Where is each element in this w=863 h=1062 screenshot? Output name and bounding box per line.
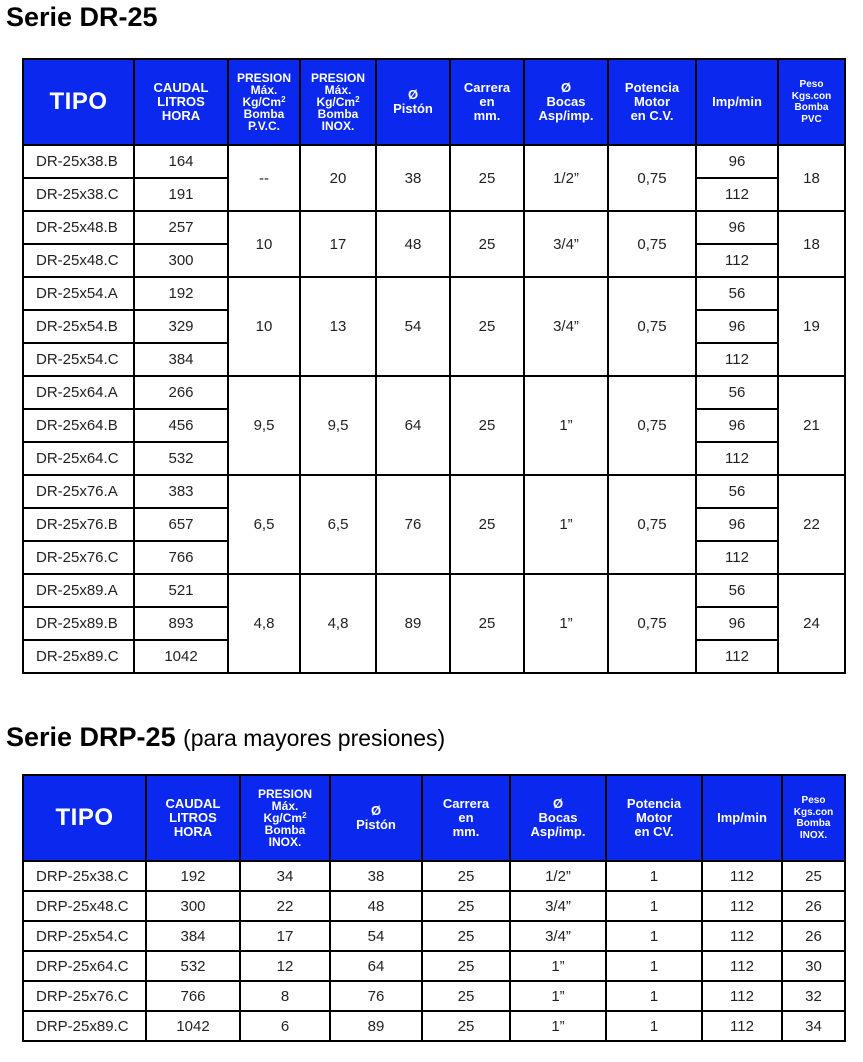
cell-peso: 21 [778,376,845,475]
cell-potencia: 0,75 [608,211,696,277]
header-presion-inox: PRESION Máx. Kg/Cm$^2$ Bomba INOX. [240,775,330,861]
cell-peso: 34 [782,1011,845,1041]
cell-carrera: 25 [450,211,524,277]
cell-tipo: DR-25x38.B [23,145,134,178]
cell-presion-pvc: 10 [228,211,300,277]
table-row [23,891,845,921]
cell-tipo: DR-25x38.C [23,178,134,211]
cell-imp-min: 96 [696,310,778,343]
cell-tipo: DR-25x76.C [23,541,134,574]
header-peso: Peso Kgs.con Bomba INOX. [782,775,845,861]
cell-presion: 8 [240,981,330,1011]
cell-tipo: DRP-25x89.C [23,1011,146,1041]
series-drp25-title: Serie DRP-25 (para mayores presiones) [6,722,446,752]
cell-caudal: 164 [134,145,228,178]
cell-tipo: DR-25x54.C [23,343,134,376]
header-imp-min: Imp/min [702,775,782,861]
cell-carrera: 25 [422,1011,510,1041]
cell-tipo: DRP-25x54.C [23,921,146,951]
cell-potencia: 0,75 [608,376,696,475]
header-caudal: CAUDAL LITROS HORA [134,59,228,145]
cell-bocas: 1” [524,574,608,673]
table-row [23,277,845,310]
series-dr25-table [22,58,846,674]
cell-bocas: 1” [510,981,606,1011]
cell-presion-pvc: 4,8 [228,574,300,673]
header-piston: Ø Pistón [330,775,422,861]
cell-presion: 12 [240,951,330,981]
cell-caudal: 456 [134,409,228,442]
cell-peso: 30 [782,951,845,981]
table-row [23,861,845,891]
cell-piston: 38 [376,145,450,211]
cell-caudal: 893 [134,607,228,640]
header-carrera: Carrera en mm. [422,775,510,861]
cell-imp-min: 112 [696,541,778,574]
series-dr25-title: Serie DR-25 [6,2,158,32]
cell-carrera: 25 [450,145,524,211]
table-row [23,574,845,607]
cell-carrera: 25 [422,861,510,891]
cell-peso: 32 [782,981,845,1011]
table-row [23,145,845,178]
cell-bocas: 1/2” [524,145,608,211]
cell-tipo: DR-25x89.C [23,640,134,673]
cell-presion-inox: 13 [300,277,376,376]
header-presion-inox: PRESION Máx. Kg/Cm$^2$ Bomba INOX. [300,59,376,145]
header-tipo: TIPO [23,775,146,861]
cell-imp-min: 112 [696,442,778,475]
cell-presion-inox: 20 [300,145,376,211]
cell-presion: 22 [240,891,330,921]
cell-caudal: 257 [134,211,228,244]
cell-tipo: DR-25x64.B [23,409,134,442]
cell-potencia: 1 [606,1011,702,1041]
cell-presion-pvc: 6,5 [228,475,300,574]
table-row [23,376,845,409]
cell-imp-min: 56 [696,475,778,508]
cell-tipo: DR-25x89.B [23,607,134,640]
cell-carrera: 25 [422,891,510,921]
table-header-row [23,775,845,861]
cell-carrera: 25 [422,921,510,951]
cell-bocas: 1” [524,475,608,574]
cell-potencia: 0,75 [608,277,696,376]
cell-tipo: DRP-25x38.C [23,861,146,891]
cell-caudal: 1042 [134,640,228,673]
cell-caudal: 766 [146,981,240,1011]
cell-potencia: 1 [606,981,702,1011]
cell-presion: 34 [240,861,330,891]
cell-potencia: 0,75 [608,475,696,574]
table-row [23,211,845,244]
cell-imp-min: 112 [696,244,778,277]
header-tipo: TIPO [23,59,134,145]
cell-imp-min: 96 [696,211,778,244]
cell-piston: 76 [376,475,450,574]
cell-tipo: DR-25x48.C [23,244,134,277]
cell-carrera: 25 [450,574,524,673]
header-presion-pvc: PRESION Máx. Kg/Cm$^2$ Bomba P.V.C. [228,59,300,145]
header-imp-min: Imp/min [696,59,778,145]
cell-tipo: DRP-25x48.C [23,891,146,921]
cell-tipo: DRP-25x76.C [23,981,146,1011]
cell-tipo: DR-25x64.C [23,442,134,475]
cell-peso: 24 [778,574,845,673]
header-bocas: Ø Bocas Asp/imp. [524,59,608,145]
cell-imp: 112 [702,921,782,951]
cell-caudal: 329 [134,310,228,343]
cell-imp-min: 112 [696,640,778,673]
cell-tipo: DR-25x48.B [23,211,134,244]
cell-piston: 54 [376,277,450,376]
cell-caudal: 532 [146,951,240,981]
cell-presion-pvc: 9,5 [228,376,300,475]
cell-bocas: 3/4” [510,891,606,921]
cell-imp: 112 [702,891,782,921]
cell-presion-inox: 4,8 [300,574,376,673]
cell-tipo: DR-25x76.B [23,508,134,541]
cell-peso: 25 [782,861,845,891]
cell-tipo: DR-25x54.A [23,277,134,310]
cell-imp-min: 112 [696,178,778,211]
series-drp25-table [22,774,846,1042]
cell-caudal: 766 [134,541,228,574]
cell-potencia: 0,75 [608,145,696,211]
cell-caudal: 192 [146,861,240,891]
cell-potencia: 1 [606,891,702,921]
cell-tipo: DR-25x76.A [23,475,134,508]
cell-piston: 89 [330,1011,422,1041]
table-header-row [23,59,845,145]
cell-presion-pvc: -- [228,145,300,211]
cell-presion: 17 [240,921,330,951]
cell-tipo: DR-25x54.B [23,310,134,343]
cell-bocas: 3/4” [524,211,608,277]
table-row [23,951,845,981]
cell-caudal: 266 [134,376,228,409]
cell-peso: 26 [782,891,845,921]
cell-imp-min: 56 [696,574,778,607]
cell-piston: 48 [376,211,450,277]
cell-imp-min: 56 [696,277,778,310]
cell-imp: 112 [702,951,782,981]
cell-presion-pvc: 10 [228,277,300,376]
cell-imp: 112 [702,861,782,891]
cell-bocas: 3/4” [510,921,606,951]
cell-peso: 18 [778,211,845,277]
cell-caudal: 191 [134,178,228,211]
cell-imp-min: 112 [696,343,778,376]
cell-carrera: 25 [450,277,524,376]
cell-carrera: 25 [422,981,510,1011]
cell-potencia: 1 [606,861,702,891]
cell-caudal: 383 [134,475,228,508]
cell-imp-min: 96 [696,409,778,442]
cell-presion-inox: 6,5 [300,475,376,574]
cell-imp-min: 96 [696,607,778,640]
cell-caudal: 300 [134,244,228,277]
cell-imp-min: 56 [696,376,778,409]
cell-piston: 64 [376,376,450,475]
cell-tipo: DRP-25x64.C [23,951,146,981]
cell-imp-min: 96 [696,145,778,178]
cell-carrera: 25 [450,475,524,574]
cell-peso: 18 [778,145,845,211]
cell-presion-inox: 9,5 [300,376,376,475]
header-caudal: CAUDAL LITROS HORA [146,775,240,861]
table-row [23,475,845,508]
cell-presion-inox: 17 [300,211,376,277]
cell-caudal: 521 [134,574,228,607]
header-carrera: Carrera en mm. [450,59,524,145]
header-peso: Peso Kgs.con Bomba PVC [778,59,845,145]
cell-caudal: 384 [146,921,240,951]
cell-potencia: 0,75 [608,574,696,673]
series-drp25-subtitle: (para mayores presiones) [183,725,446,751]
cell-potencia: 1 [606,921,702,951]
cell-bocas: 1” [510,1011,606,1041]
cell-imp: 112 [702,1011,782,1041]
cell-caudal: 657 [134,508,228,541]
cell-caudal: 192 [134,277,228,310]
cell-imp-min: 96 [696,508,778,541]
cell-peso: 22 [778,475,845,574]
cell-caudal: 1042 [146,1011,240,1041]
cell-caudal: 300 [146,891,240,921]
cell-bocas: 1/2” [510,861,606,891]
cell-bocas: 3/4” [524,277,608,376]
cell-bocas: 1” [510,951,606,981]
header-potencia: Potencia Motor en CV. [606,775,702,861]
table-row [23,1011,845,1041]
header-bocas: Ø Bocas Asp/imp. [510,775,606,861]
header-potencia: Potencia Motor en C.V. [608,59,696,145]
cell-peso: 26 [782,921,845,951]
cell-presion: 6 [240,1011,330,1041]
cell-piston: 64 [330,951,422,981]
cell-peso: 19 [778,277,845,376]
cell-caudal: 532 [134,442,228,475]
cell-piston: 89 [376,574,450,673]
cell-imp: 112 [702,981,782,1011]
cell-piston: 76 [330,981,422,1011]
cell-piston: 48 [330,891,422,921]
cell-carrera: 25 [422,951,510,981]
cell-piston: 54 [330,921,422,951]
cell-piston: 38 [330,861,422,891]
cell-carrera: 25 [450,376,524,475]
cell-potencia: 1 [606,951,702,981]
table-row [23,981,845,1011]
cell-bocas: 1” [524,376,608,475]
cell-tipo: DR-25x89.A [23,574,134,607]
header-piston: Ø Pistón [376,59,450,145]
cell-caudal: 384 [134,343,228,376]
table-row [23,921,845,951]
cell-tipo: DR-25x64.A [23,376,134,409]
